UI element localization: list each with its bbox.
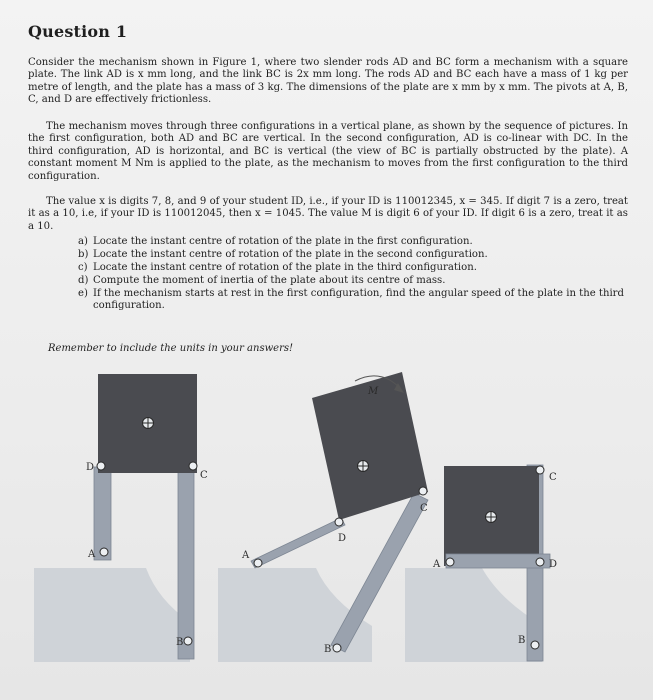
remember-note: Remember to include the units in your answers! [48,343,293,354]
task-text: If the mechanism starts at rest in the first configuration, find the angular speed of the plate in the third configuration. [93,288,624,312]
pivot-a-1 [100,548,108,556]
task-text: Locate the instant centre of rotation of the plate in the third configuration. [93,262,477,273]
label-d: D [338,533,347,544]
task-label: e) [78,288,88,299]
task-label: d) [78,275,89,286]
pivot-c-1 [189,462,197,470]
label-a: A [88,549,96,560]
task-text: Locate the instant centre of rotation of the plate in the second configuration. [93,249,488,260]
ground-1 [34,568,190,662]
question-title: Question 1 [28,22,128,41]
pivot-d-1 [97,462,105,470]
paragraph-intro: Consider the mechanism shown in Figure 1, where two slender rods AD and BC form a mechanism with a square plate. The link AD is x mm long, and the link BC is 2x mm long. The rods AD and BC each have a mass of 1 kg per metre of length, and the plate has a mass of 3 kg. The dimensions of the plate are x mm by x mm. The pivots at A, B, C, and D are effectively frictionless. [28,57,628,106]
center-of-mass-icon [143,418,154,429]
rod-ad-3 [446,554,550,568]
pivot-d-3 [536,558,544,566]
rod-bc-1 [178,462,194,659]
pivot-b-1 [184,637,192,645]
ground-3 [405,568,542,662]
configuration-1 [34,374,208,662]
pivot-b-2 [333,644,341,652]
task-label: b) [78,249,89,260]
paragraph-values: The value x is digits 7, 8, and 9 of your student ID, i.e., if your ID is 110012345, x = 345. If digit 7 is a zero, treat it as a 10, i.e, if your ID is 110012045, then x = 1045. The value M is digit 6 of your ID. If digit 6 is a zero, treat it as a 10. [28,196,628,232]
label-a: A [242,550,250,561]
pivot-a-2 [254,559,262,567]
rod-ad-1 [94,467,111,560]
configuration-3 [405,465,557,662]
task-text: Locate the instant centre of rotation of the plate in the first configuration. [93,236,473,247]
pivot-c-3 [536,466,544,474]
task-label: a) [78,236,88,247]
pivot-d-2 [335,518,343,526]
configuration-2 [218,372,428,662]
pivot-c-2 [419,487,427,495]
task-label: c) [78,262,88,273]
label-c: C [200,470,208,481]
label-m: M [368,386,379,397]
label-d: D [549,559,558,570]
center-of-mass-icon [486,512,497,523]
label-c: C [420,503,428,514]
label-c: C [549,472,557,483]
label-a: A [433,559,441,570]
label-d: D [86,462,95,473]
label-b: B [518,635,526,646]
pivot-b-3 [531,641,539,649]
label-b: B [176,637,184,648]
pivot-a-3 [446,558,454,566]
rod-ad-2 [251,518,345,568]
center-of-mass-icon [358,461,369,472]
paragraph-configurations: The mechanism moves through three configurations in a vertical plane, as shown by the sequence of pictures. In the first configuration, both AD and BC are vertical. In the second configuration, AD is co-linear with DC. In the third configuration, AD is horizontal, and BC is vertical (the view of BC is partially obstructed by the plate). A constant moment M Nm is applied to the plate, as the mechanism to moves from the first configuration to the third configuration. [28,121,628,182]
task-text: Compute the moment of inertia of the plate about its centre of mass. [93,275,446,286]
label-b: B [324,644,332,655]
